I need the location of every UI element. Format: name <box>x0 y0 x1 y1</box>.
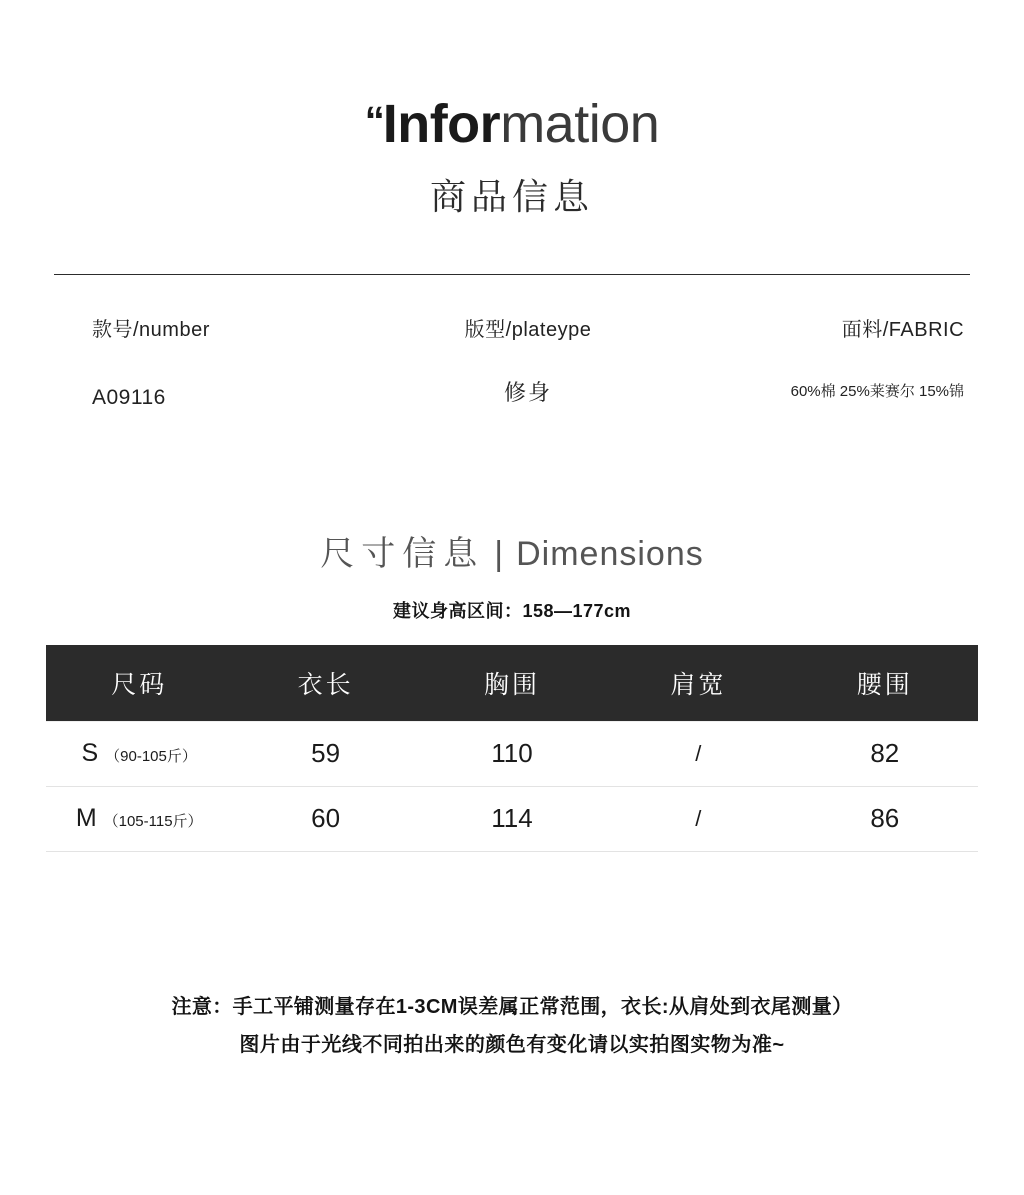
page-header <box>0 0 1024 220</box>
dimensions-heading-cn: 尺寸信息 <box>320 534 485 573</box>
column-header-shoulder: 肩宽 <box>605 645 791 722</box>
size-label-s: S <box>81 739 99 768</box>
dimensions-heading-separator: | <box>494 534 507 573</box>
info-column-fabric <box>673 313 970 410</box>
dimensions-heading <box>0 526 1024 575</box>
cell-shoulder: / <box>605 721 791 786</box>
weight-range-s: （90-105斤） <box>105 748 197 766</box>
title-quote-mark: “ <box>364 99 383 143</box>
column-header-bust: 胸围 <box>419 645 605 722</box>
info-label-fabric: 面料/FABRIC <box>841 318 965 341</box>
info-column-platetype <box>383 313 674 410</box>
size-table <box>46 645 978 852</box>
cell-shoulder: / <box>605 786 791 851</box>
column-header-waist: 腰围 <box>792 645 978 722</box>
page-title-cn: 商品信息 <box>429 175 594 217</box>
cell-length: 60 <box>232 786 418 851</box>
page-title-light: mation <box>500 94 660 154</box>
cell-size <box>46 786 232 851</box>
cell-size <box>46 721 232 786</box>
height-recommendation: 建议身高区间：158—177cm <box>392 600 632 621</box>
dimensions-heading-en: Dimensions <box>516 534 704 573</box>
column-header-size: 尺码 <box>46 645 232 722</box>
measurement-notes <box>0 988 1024 1064</box>
table-row <box>46 786 978 851</box>
size-label-m: M <box>75 804 97 833</box>
cell-bust: 114 <box>419 786 605 851</box>
product-info-row <box>54 275 970 410</box>
note-line-1: 注意：手工平铺测量存在1-3CM误差属正常范围，衣长:从肩处到衣尾测量） <box>171 995 853 1018</box>
info-column-number <box>54 313 383 410</box>
info-value-number: A09116 <box>92 385 166 409</box>
size-table-head <box>46 645 978 722</box>
column-header-length: 衣长 <box>232 645 418 722</box>
size-table-header-row <box>46 645 978 722</box>
size-table-body <box>46 721 978 851</box>
info-value-platetype: 修身 <box>504 379 553 405</box>
cell-length: 59 <box>232 721 418 786</box>
cell-waist: 82 <box>792 721 978 786</box>
table-row <box>46 721 978 786</box>
info-label-number: 款号/number <box>92 318 210 341</box>
size-table-wrapper <box>46 645 978 852</box>
weight-range-m: （105-115斤） <box>103 813 203 831</box>
page-title-en <box>0 96 1024 153</box>
cell-waist: 86 <box>792 786 978 851</box>
cell-bust: 110 <box>419 721 605 786</box>
page-title-bold: Infor <box>382 94 501 154</box>
info-value-fabric: 60%棉 25%莱赛尔 15%锦 <box>790 382 965 400</box>
info-label-platetype: 版型/plateype <box>464 318 592 341</box>
note-line-2: 图片由于光线不同拍出来的颜色有变化请以实拍图实物为准~ <box>239 1033 785 1056</box>
